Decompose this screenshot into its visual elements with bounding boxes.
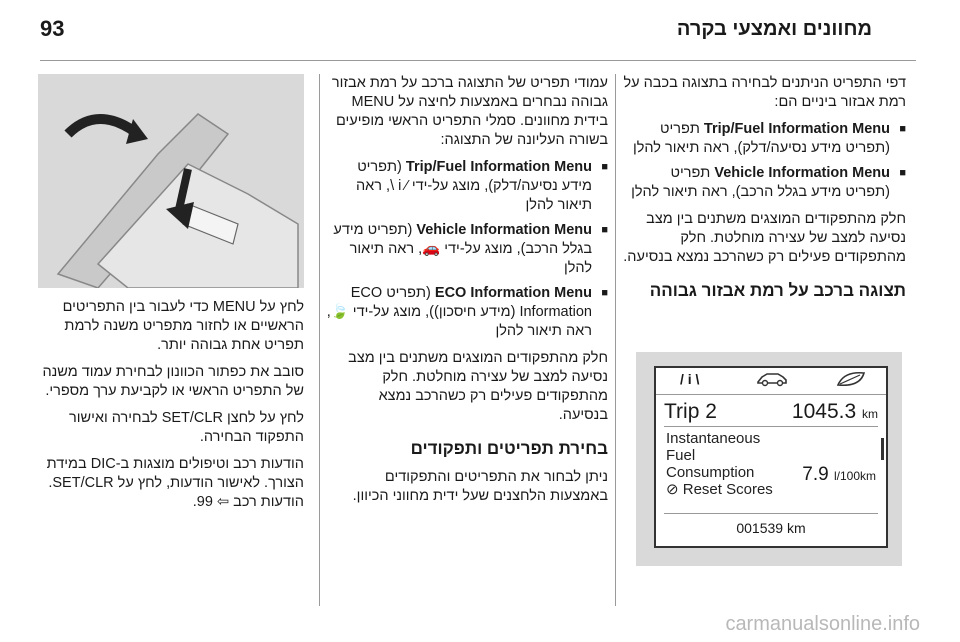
trip-label: Trip 2 xyxy=(664,400,717,423)
info-display-screen xyxy=(654,366,888,548)
list-item: ■ ECO Information Menu (תפריט ECO Information (מידע חיסכון)), מוצג על-ידי 🍃, ראה תיאור להלן xyxy=(326,284,608,341)
column-right xyxy=(622,74,906,310)
menu-list xyxy=(622,120,906,202)
consumption-label: Instantaneous Fuel Consumption ⊘ Reset Scores xyxy=(666,430,773,498)
eco-leaf-icon xyxy=(836,371,866,390)
scroll-bar xyxy=(881,438,884,460)
column-middle xyxy=(326,74,608,514)
column-left xyxy=(38,298,304,520)
list-item: ■ Vehicle Information Menu תפריט (תפריט מידע בגלל הרכב), ראה תיאור להלן xyxy=(622,164,906,202)
intro-text: עמודי תפריט של התצוגה ברכב על רמת אבזור גבוהה נבחרים באמצעות לחיצה על MENU בידית מחוונים. סמלי התפריט הראשי מופיעים בשורה העליונה של התצוגה: xyxy=(331,75,608,148)
note-text: חלק מהתפקודים המוצגים משתנים בין מצב נסיעה למצב של עצירה מוחלטת. חלק מהתפקודים פעילים רק כשהרכב נמצא בנסיעה. xyxy=(623,211,906,265)
trip-info-icon: / i \ xyxy=(680,371,700,387)
odometer: 001539 km xyxy=(664,513,878,536)
display-illustration xyxy=(636,352,902,566)
watermark: carmanualsonline.info xyxy=(725,613,920,635)
page-number: 93 xyxy=(40,16,65,41)
column-divider xyxy=(615,74,616,606)
column-divider xyxy=(319,74,320,606)
consumption-value: 7.9 l/100km xyxy=(802,464,876,485)
paragraph: לחץ על לחצן SET/CLR לבחירה ואישור התפקוד הבחירה. xyxy=(69,410,304,445)
reset-icon: ⊘ xyxy=(666,481,679,498)
section-heading: בחירת תפריטים ותפקודים xyxy=(410,439,608,458)
stalk-illustration xyxy=(38,74,304,288)
section-text: ניתן לבחור את התפריטים והתפקודים באמצעות הלחצנים שעל ידית מחווני הכיוון. xyxy=(352,469,608,504)
section-heading: תצוגה ברכב על רמת אבזור גבוהה xyxy=(649,281,906,300)
list-item: ■ Trip/Fuel Information Menu תפריט (תפריט מידע נסיעה/דלק), ראה תיאור להלן xyxy=(622,120,906,158)
intro-text: דפי התפריט הניתנים לבחירה בתצוגה בכבה על רמת אבזור ביניים הם: xyxy=(623,75,906,110)
page-header xyxy=(40,16,920,44)
header-rule xyxy=(40,60,916,61)
trip-row xyxy=(664,398,878,427)
trip-value: 1045.3 km xyxy=(791,400,878,423)
list-item: ■ Trip/Fuel Information Menu (תפריט מידע נסיעה/דלק), מוצג על-ידי ⁄ i \, ראה תיאור להלן xyxy=(326,158,608,215)
paragraph: לחץ על MENU כדי לעבור בין התפריטים הראשיים או לחזור מתפריט משנה לרמת תפריט אחת גבוהה יותר. xyxy=(62,299,304,353)
paragraph: הודעות רכב וטיפולים מוצגות ב-DIC במידת הצורך. לאישור הודעות, לחץ על SET/CLR. הודעות רכב ⇦ 99. xyxy=(46,456,304,510)
paragraph: סובב את כפתור הכוונון לבחירת עמוד משנה של התפריט הראשי או לקביעת ערך מספרי. xyxy=(42,364,304,399)
list-item: ■ Vehicle Information Menu (תפריט מידע בגלל הרכב), מוצג על-ידי 🚗, ראה תיאור להלן xyxy=(326,221,608,278)
display-menu-icons xyxy=(656,368,886,395)
menu-list xyxy=(326,158,608,341)
note-text: חלק מהתפקודים המוצגים משתנים בין מצב נסיעה למצב של עצירה מוחלטת. חלק מהתפקודים פעילים רק כשהרכב נמצא בנסיעה. xyxy=(348,350,608,423)
car-icon xyxy=(756,371,788,390)
chapter-title: מחוונים ואמצעי בקרה xyxy=(676,18,872,40)
